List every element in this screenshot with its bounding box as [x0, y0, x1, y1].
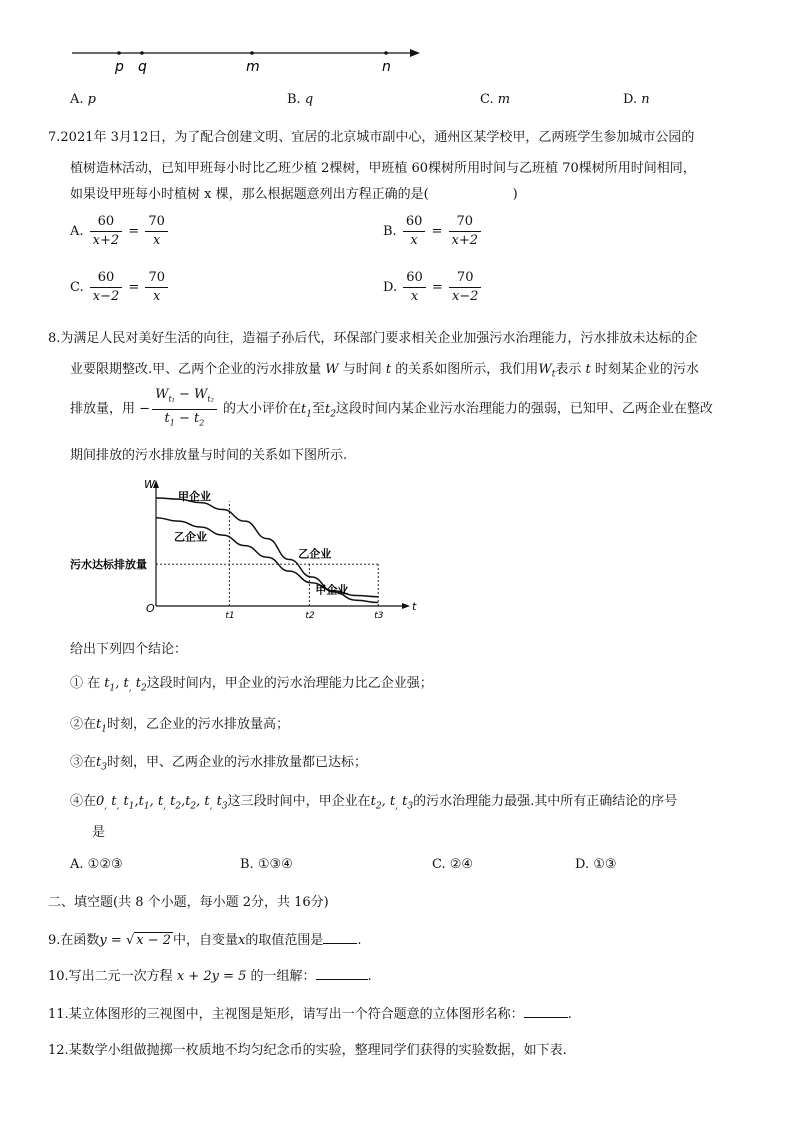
q9-answer-blank[interactable] — [323, 931, 357, 944]
tick-label-t3: t3 — [374, 611, 384, 621]
q8-line-3: 排放量，用 − $\frac{W_{t_1} - W_{t_2}}{t_1 - t_2}$ 的大小评价在$t_1$至$t_2$这段时间内某企业污水治理能力的强弱，已知甲、乙两企业在整改 — [70, 387, 713, 428]
q8-option-c[interactable]: C. ②④ — [432, 857, 474, 872]
q7-option-a[interactable]: A. $\frac{60}{x+2}$ = $\frac{70}{x}$ — [70, 214, 170, 249]
x-axis-label: t — [412, 600, 417, 613]
emission-chart — [70, 472, 418, 622]
q9: 9.在函数y = √ x − 2 中，自变量x的取值范围是 . — [48, 933, 362, 948]
q8-line-2: 业要限期整改.甲、乙两个企业的污水排放量 W 与时间 t 的关系如图所示，我们用$W_t$表示 t 时刻某企业的污水 — [70, 362, 699, 380]
tick-label-t2: t2 — [305, 611, 315, 621]
q8-conclusion-4-end: 是 — [92, 825, 106, 840]
q6-option-b[interactable]: B. q — [287, 92, 314, 107]
q11: 11.某立体图形的三视图中，主视图是矩形，请写出一个符合题意的立体图形名称： . — [48, 1007, 572, 1022]
point-label-p: p — [115, 59, 124, 75]
q7-line-2: 植树造林活动，已知甲班每小时比乙班少植 2棵树，甲班植 60棵树所用时间与乙班植 70棵树所用时间相同， — [70, 161, 696, 176]
q7-line-3: 如果设甲班每小时植树 x 棵，那么根据题意列出方程正确的是( ) — [70, 187, 518, 202]
point-q-marker — [140, 51, 144, 55]
threshold-label: 污水达标排放量 — [70, 558, 147, 572]
q8-line-1: 8.为满足人民对美好生活的向往，造福子孙后代，环保部门要求相关企业加强污水治理能力，污水排放未达标的企 — [48, 331, 698, 346]
point-m-marker — [250, 51, 254, 55]
q8-option-b[interactable]: B. ①③④ — [240, 857, 293, 872]
x-axis-arrow — [402, 603, 410, 609]
q11-answer-blank[interactable] — [524, 1005, 568, 1018]
point-label-m: m — [246, 59, 260, 75]
q8-conclusion-2: ②在$t_1$时刻，乙企业的污水排放量高； — [70, 717, 289, 735]
label-jia-top: 甲企业 — [178, 490, 211, 503]
point-label-n: n — [382, 59, 391, 75]
q6-option-c[interactable]: C. m — [480, 92, 511, 107]
label-yi-left: 乙企业 — [174, 530, 207, 544]
q10-answer-blank[interactable] — [316, 967, 368, 980]
q8-conclusion-1: ① 在 $t_1$, $t_,$ $t_2$这段时间内，甲企业的污水治理能力比乙企业强； — [70, 676, 433, 694]
label-jia-bottom: 甲企业 — [315, 583, 349, 597]
y-axis-label: W — [144, 478, 155, 491]
q7-option-c[interactable]: C. $\frac{60}{x-2}$ = $\frac{70}{x}$ — [70, 270, 170, 305]
q8-conclusion-4: ④在$0_,$ $t_,$ $t_1,t_1$, $t_,$ $t_2,t_2$, $t_,$ $t_3$这三段时间中，甲企业在$t_2$, $t_,$ $t_3$的污水治理能力最强.其中所有正确结论的序号 — [70, 794, 678, 812]
point-n-marker — [384, 51, 388, 55]
point-p-marker — [117, 51, 121, 55]
q8-option-a[interactable]: A. ①②③ — [70, 857, 123, 872]
point-label-q: q — [138, 59, 147, 75]
q10: 10.写出二元一次方程 x + 2y = 5 的一组解： . — [48, 969, 372, 984]
number-line — [60, 40, 430, 80]
q8-intro: 给出下列四个结论： — [70, 642, 188, 657]
q8-conclusion-3: ③在$t_3$时刻，甲、乙两企业的污水排放量都已达标； — [70, 755, 367, 773]
q8-option-d[interactable]: D. ①③ — [575, 857, 617, 872]
q6-option-d[interactable]: D. n — [623, 92, 650, 107]
section-2-title: 二、填空题(共 8 个小题，每小题 2分，共 16分) — [48, 895, 329, 910]
label-yi-right: 乙企业 — [298, 547, 332, 561]
origin-label: O — [146, 602, 155, 615]
q8-line-4: 期间排放的污水排放量与时间的关系如下图所示. — [70, 448, 348, 463]
q7-line-1: 7.2021年 3月12日，为了配合创建文明、宜居的北京城市副中心，通州区某学校甲，乙两班学生参加城市公园的 — [48, 130, 695, 145]
q7-option-d[interactable]: D. $\frac{60}{x}$ = $\frac{70}{x-2}$ — [383, 270, 483, 305]
q7-option-b[interactable]: B. $\frac{60}{x}$ = $\frac{70}{x+2}$ — [383, 214, 483, 249]
tick-label-t1: t1 — [225, 611, 235, 621]
q12: 12.某数学小组做抛掷一枚质地不均匀纪念币的实验，整理同学们获得的实验数据，如下表. — [48, 1043, 567, 1058]
q6-option-a[interactable]: A. p — [70, 92, 96, 107]
